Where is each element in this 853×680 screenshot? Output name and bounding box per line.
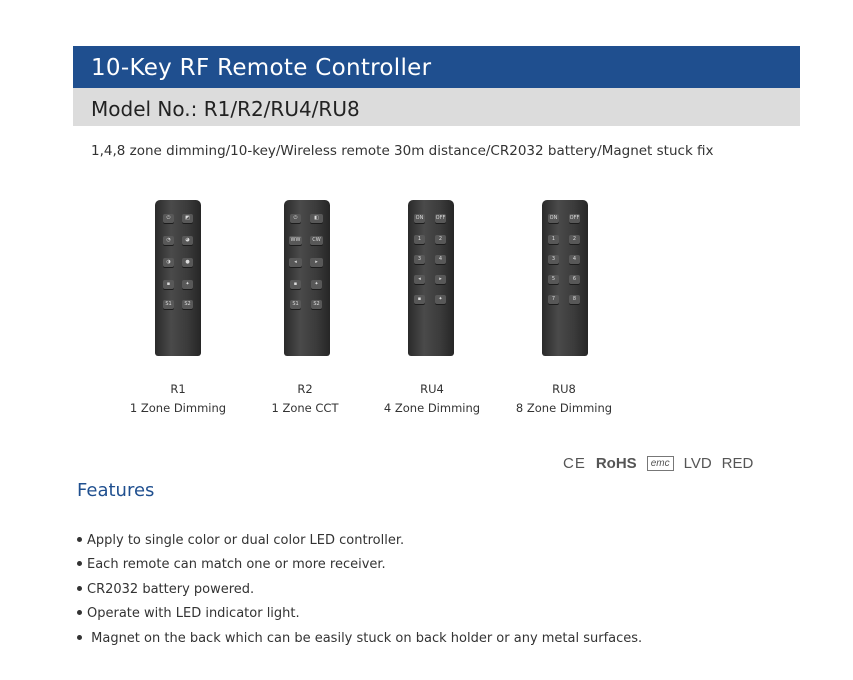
zone-4-key: 4	[569, 255, 580, 264]
product-model: RU8	[552, 382, 576, 396]
zone-4-key: 4	[435, 255, 446, 264]
scene-2-key: S2	[182, 300, 193, 309]
bright-icon: ✦	[435, 295, 446, 304]
model-number: Model No.: R1/R2/RU4/RU8	[73, 88, 800, 126]
zone-8-key: 8	[569, 295, 580, 304]
warm-white-key: WW	[290, 237, 301, 243]
product-caption	[118, 380, 238, 418]
dim-icon: ◑	[163, 258, 174, 267]
emc-mark: emc	[647, 456, 674, 471]
feature-text: CR2032 battery powered.	[87, 581, 255, 597]
scene-1-key: S1	[290, 300, 301, 309]
product-model: R2	[297, 382, 313, 396]
remote-r1-image	[155, 200, 201, 356]
list-item	[77, 557, 642, 581]
red-mark: RED	[721, 455, 754, 472]
mode-icon: ◩	[182, 214, 193, 223]
zone-2-key: 2	[435, 235, 446, 244]
cct-up-icon: ▸	[310, 258, 323, 267]
bullet-icon	[77, 635, 82, 640]
on-key: ON	[549, 215, 558, 221]
zone-7-key: 7	[548, 295, 559, 304]
product-description: 1 Zone Dimming	[129, 401, 227, 415]
product-summary: 1,4,8 zone dimming/10-key/Wireless remote 30m distance/CR2032 battery/Magnet stuck fix	[91, 143, 714, 159]
bullet-icon	[77, 610, 82, 615]
power-icon: ⏻	[163, 214, 174, 223]
product-model: R1	[170, 382, 186, 396]
plus-icon: ✦	[182, 280, 193, 289]
bright-icon: ●	[182, 258, 193, 267]
product-caption	[504, 380, 624, 418]
product-description: 4 Zone Dimming	[383, 401, 481, 415]
zone-5-key: 5	[548, 275, 559, 284]
page-title: 10-Key RF Remote Controller	[73, 46, 800, 88]
brightness-up-icon: ▸	[435, 275, 446, 284]
product-description: 1 Zone CCT	[271, 401, 339, 415]
feature-text: Each remote can match one or more receiver.	[87, 557, 386, 573]
list-item	[77, 582, 642, 606]
scene-2-key: S2	[311, 300, 322, 309]
bullet-icon	[77, 537, 82, 542]
plus-icon: ✦	[311, 280, 322, 289]
brightness-low-icon: ◔	[163, 236, 174, 245]
bullet-icon	[77, 561, 82, 566]
product-model: RU4	[420, 382, 444, 396]
feature-text: Magnet on the back which can be easily stuck on back holder or any metal surfaces.	[87, 630, 643, 646]
zone-3-key: 3	[414, 255, 425, 264]
bullet-icon	[77, 586, 82, 591]
minus-icon: ▪	[163, 280, 174, 289]
remote-ru8-image	[542, 200, 588, 356]
list-item	[77, 606, 642, 630]
list-item	[77, 631, 642, 655]
features-list	[77, 533, 642, 655]
cool-white-key: CW	[310, 236, 323, 245]
rohs-mark: RoHS	[595, 455, 637, 472]
on-key: ON	[415, 215, 424, 221]
feature-text: Operate with LED indicator light.	[87, 606, 300, 622]
cct-down-icon: ◂	[289, 258, 302, 267]
zone-1-key: 1	[548, 235, 559, 244]
zone-1-key: 1	[414, 235, 425, 244]
scene-1-key: S1	[163, 300, 174, 309]
power-icon: ⏻	[290, 214, 301, 223]
remote-r2-image	[284, 200, 330, 356]
product-caption	[245, 380, 365, 418]
certification-marks	[563, 455, 753, 472]
zone-2-key: 2	[569, 235, 580, 244]
list-item	[77, 533, 642, 557]
product-description: 8 Zone Dimming	[515, 401, 613, 415]
remote-ru4-image	[408, 200, 454, 356]
ce-mark: CE	[563, 455, 586, 472]
lvd-mark: LVD	[683, 455, 712, 472]
zone-6-key: 6	[569, 275, 580, 284]
dim-icon: ▪	[414, 295, 425, 304]
product-caption	[372, 380, 492, 418]
off-key: OFF	[569, 215, 580, 221]
feature-text: Apply to single color or dual color LED controller.	[87, 533, 405, 548]
mode-icon: ◧	[310, 214, 323, 223]
off-key: OFF	[435, 215, 446, 221]
brightness-down-icon: ◂	[414, 275, 425, 284]
brightness-high-icon: ◕	[182, 236, 193, 245]
features-heading: Features	[77, 480, 155, 501]
zone-3-key: 3	[548, 255, 559, 264]
minus-icon: ▪	[290, 280, 301, 289]
